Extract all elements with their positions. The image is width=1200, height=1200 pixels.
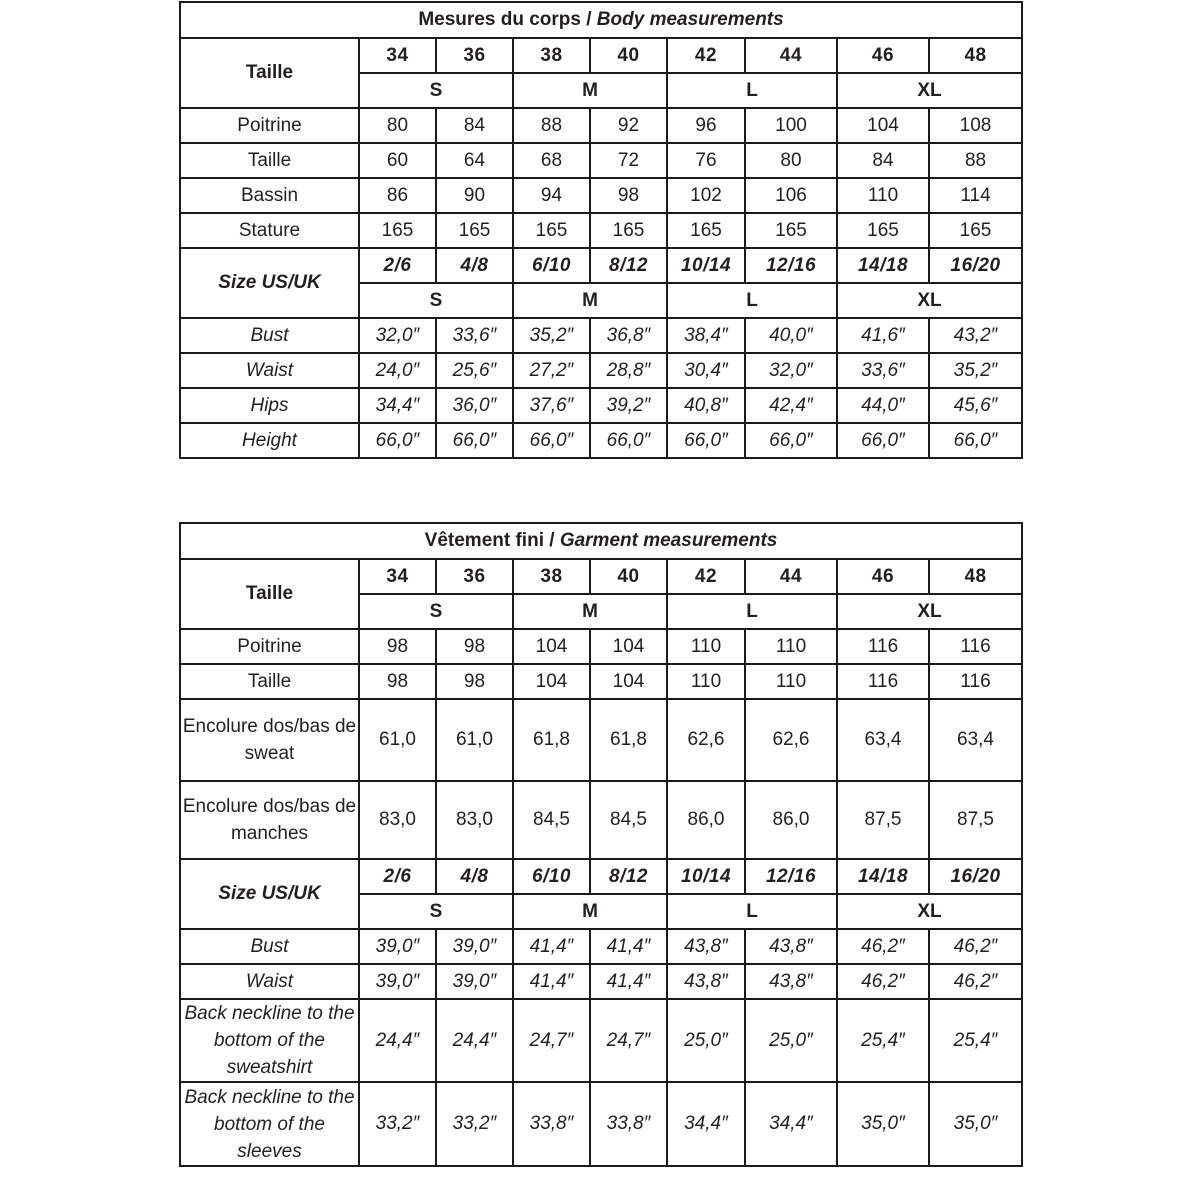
measurement-value: 66,0″ — [590, 423, 667, 458]
measurement-value: 76 — [667, 143, 745, 178]
measurement-value: 104 — [590, 629, 667, 664]
measurement-value: 42,4″ — [745, 388, 837, 423]
size-cell: 40 — [590, 38, 667, 73]
measurement-value: 46,2″ — [929, 929, 1022, 964]
measurement-value: 61,0 — [436, 699, 513, 781]
measurement-value: 39,2″ — [590, 388, 667, 423]
measurement-row — [180, 781, 1022, 859]
measurement-value: 39,0″ — [436, 964, 513, 999]
measurement-row — [180, 929, 1022, 964]
measurement-value: 43,8″ — [745, 929, 837, 964]
size-cell: 36 — [436, 559, 513, 594]
measurement-value: 84 — [837, 143, 929, 178]
size-cell: 34 — [359, 38, 436, 73]
measurement-value: 39,0″ — [359, 964, 436, 999]
row-label: Bust — [180, 929, 359, 964]
measurement-value: 106 — [745, 178, 837, 213]
measurement-value: 110 — [837, 178, 929, 213]
measurement-value: 110 — [667, 629, 745, 664]
eu-size-row — [180, 559, 1022, 594]
measurement-value: 43,8″ — [667, 929, 745, 964]
measurement-value: 66,0″ — [667, 423, 745, 458]
measurement-value: 66,0″ — [436, 423, 513, 458]
title-english: Garment measurements — [559, 530, 778, 551]
measurement-value: 66,0″ — [359, 423, 436, 458]
measurement-value: 62,6 — [667, 699, 745, 781]
title-row — [180, 2, 1022, 38]
measurement-value: 84,5 — [590, 781, 667, 859]
size-letter-cell: S — [359, 283, 513, 318]
row-label: Waist — [180, 353, 359, 388]
measurement-value: 24,0″ — [359, 353, 436, 388]
measurement-value: 33,6″ — [837, 353, 929, 388]
measurement-value: 102 — [667, 178, 745, 213]
size-letter-cell: M — [513, 594, 667, 629]
measurement-value: 34,4″ — [359, 388, 436, 423]
size-cell: 46 — [837, 38, 929, 73]
measurement-value: 165 — [513, 213, 590, 248]
measurement-value: 25,4″ — [837, 999, 929, 1082]
size-cell: 42 — [667, 559, 745, 594]
measurement-value: 36,8″ — [590, 318, 667, 353]
measurement-value: 90 — [436, 178, 513, 213]
measurement-value: 104 — [837, 108, 929, 143]
us-size-row — [180, 859, 1022, 894]
measurement-value: 32,0″ — [359, 318, 436, 353]
measurement-value: 37,6″ — [513, 388, 590, 423]
size-cell: 8/12 — [590, 248, 667, 283]
measurement-value: 66,0″ — [513, 423, 590, 458]
measurement-value: 32,0″ — [745, 353, 837, 388]
measurement-value: 38,4″ — [667, 318, 745, 353]
measurement-row — [180, 699, 1022, 781]
size-cell: 14/18 — [837, 859, 929, 894]
eu-size-row — [180, 38, 1022, 73]
measurement-value: 98 — [590, 178, 667, 213]
measurement-row — [180, 143, 1022, 178]
row-label: Bust — [180, 318, 359, 353]
measurement-value: 165 — [590, 213, 667, 248]
measurement-value: 40,0″ — [745, 318, 837, 353]
measurement-value: 80 — [359, 108, 436, 143]
size-cell: 16/20 — [929, 859, 1022, 894]
row-label: Back neckline to the bottom of the sleeves — [180, 1082, 359, 1166]
measurement-value: 60 — [359, 143, 436, 178]
measurement-value: 116 — [929, 629, 1022, 664]
title-french: Vêtement fini / — [424, 530, 560, 551]
measurement-row — [180, 353, 1022, 388]
row-label: Encolure dos/bas de sweat — [180, 699, 359, 781]
size-cell: 44 — [745, 38, 837, 73]
size-letter-cell: S — [359, 594, 513, 629]
measurement-value: 116 — [837, 629, 929, 664]
us-size-header-label: Size US/UK — [180, 859, 359, 929]
title-english: Body measurements — [596, 9, 784, 30]
size-letter-cell: XL — [837, 73, 1022, 108]
measurement-value: 66,0″ — [929, 423, 1022, 458]
measurement-value: 35,0″ — [837, 1082, 929, 1166]
measurement-value: 86,0 — [667, 781, 745, 859]
measurement-value: 35,2″ — [513, 318, 590, 353]
measurement-value: 104 — [513, 629, 590, 664]
us-size-row — [180, 248, 1022, 283]
measurement-value: 104 — [590, 664, 667, 699]
measurement-value: 41,4″ — [513, 929, 590, 964]
size-cell: 48 — [929, 559, 1022, 594]
measurement-value: 25,6″ — [436, 353, 513, 388]
measurement-value: 36,0″ — [436, 388, 513, 423]
measurement-row — [180, 664, 1022, 699]
row-label: Taille — [180, 664, 359, 699]
measurement-value: 34,4″ — [667, 1082, 745, 1166]
size-cell: 16/20 — [929, 248, 1022, 283]
measurement-value: 41,4″ — [513, 964, 590, 999]
measurement-row — [180, 964, 1022, 999]
measurement-value: 43,8″ — [667, 964, 745, 999]
size-letter-cell: XL — [837, 894, 1022, 929]
measurement-value: 88 — [513, 108, 590, 143]
measurement-row — [180, 423, 1022, 458]
measurement-value: 116 — [929, 664, 1022, 699]
measurement-value: 61,8 — [513, 699, 590, 781]
measurement-value: 100 — [745, 108, 837, 143]
measurement-value: 33,8″ — [590, 1082, 667, 1166]
measurement-value: 33,2″ — [436, 1082, 513, 1166]
measurement-value: 86 — [359, 178, 436, 213]
measurement-value: 46,2″ — [837, 929, 929, 964]
size-letter-cell: XL — [837, 594, 1022, 629]
table-title — [180, 523, 1022, 559]
size-cell: 44 — [745, 559, 837, 594]
measurement-row — [180, 108, 1022, 143]
size-letter-cell: L — [667, 73, 837, 108]
measurement-value: 165 — [667, 213, 745, 248]
measurement-value: 30,4″ — [667, 353, 745, 388]
measurement-row — [180, 1082, 1022, 1166]
title-row — [180, 523, 1022, 559]
garment-measurements-table — [179, 522, 1023, 1167]
size-letter-cell: S — [359, 73, 513, 108]
size-cell: 8/12 — [590, 859, 667, 894]
measurement-value: 116 — [837, 664, 929, 699]
measurement-value: 84,5 — [513, 781, 590, 859]
size-cell: 6/10 — [513, 859, 590, 894]
measurement-value: 84 — [436, 108, 513, 143]
measurement-value: 80 — [745, 143, 837, 178]
size-cell: 12/16 — [745, 859, 837, 894]
measurement-value: 92 — [590, 108, 667, 143]
measurement-value: 94 — [513, 178, 590, 213]
size-letter-cell: M — [513, 894, 667, 929]
size-letter-cell: M — [513, 283, 667, 318]
measurement-value: 87,5 — [929, 781, 1022, 859]
measurement-value: 98 — [359, 664, 436, 699]
measurement-value: 72 — [590, 143, 667, 178]
measurement-value: 88 — [929, 143, 1022, 178]
title-french: Mesures du corps / — [418, 9, 597, 30]
measurement-value: 63,4 — [837, 699, 929, 781]
measurement-value: 24,4″ — [436, 999, 513, 1082]
measurement-value: 68 — [513, 143, 590, 178]
measurement-value: 34,4″ — [745, 1082, 837, 1166]
size-cell: 38 — [513, 38, 590, 73]
size-cell: 46 — [837, 559, 929, 594]
measurement-row — [180, 178, 1022, 213]
size-letter-cell: S — [359, 894, 513, 929]
measurement-row — [180, 388, 1022, 423]
size-cell: 12/16 — [745, 248, 837, 283]
us-size-header-label: Size US/UK — [180, 248, 359, 318]
measurement-value: 43,2″ — [929, 318, 1022, 353]
measurement-value: 83,0 — [359, 781, 436, 859]
measurement-value: 110 — [745, 664, 837, 699]
row-label: Encolure dos/bas de manches — [180, 781, 359, 859]
measurement-value: 110 — [745, 629, 837, 664]
measurement-value: 87,5 — [837, 781, 929, 859]
size-cell: 42 — [667, 38, 745, 73]
row-label: Poitrine — [180, 629, 359, 664]
row-label: Taille — [180, 143, 359, 178]
measurement-value: 61,0 — [359, 699, 436, 781]
measurement-value: 108 — [929, 108, 1022, 143]
measurement-value: 165 — [745, 213, 837, 248]
size-letter-cell: M — [513, 73, 667, 108]
measurement-row — [180, 629, 1022, 664]
body-measurements-table — [179, 1, 1023, 459]
measurement-row — [180, 999, 1022, 1082]
row-label: Waist — [180, 964, 359, 999]
measurement-value: 66,0″ — [745, 423, 837, 458]
measurement-value: 165 — [436, 213, 513, 248]
measurement-value: 66,0″ — [837, 423, 929, 458]
size-cell: 36 — [436, 38, 513, 73]
measurement-value: 41,4″ — [590, 964, 667, 999]
measurement-value: 25,0″ — [745, 999, 837, 1082]
measurement-value: 25,0″ — [667, 999, 745, 1082]
measurement-value: 64 — [436, 143, 513, 178]
measurement-value: 44,0″ — [837, 388, 929, 423]
row-label: Back neckline to the bottom of the sweatshirt — [180, 999, 359, 1082]
measurement-value: 33,6″ — [436, 318, 513, 353]
measurement-value: 24,7″ — [513, 999, 590, 1082]
size-cell: 48 — [929, 38, 1022, 73]
measurement-value: 24,4″ — [359, 999, 436, 1082]
row-label: Hips — [180, 388, 359, 423]
size-cell: 40 — [590, 559, 667, 594]
size-cell: 10/14 — [667, 859, 745, 894]
measurement-value: 39,0″ — [436, 929, 513, 964]
size-letter-cell: L — [667, 283, 837, 318]
measurement-value: 98 — [436, 629, 513, 664]
measurement-value: 33,2″ — [359, 1082, 436, 1166]
measurement-value: 96 — [667, 108, 745, 143]
measurement-value: 63,4 — [929, 699, 1022, 781]
measurement-value: 98 — [436, 664, 513, 699]
measurement-value: 46,2″ — [837, 964, 929, 999]
measurement-value: 83,0 — [436, 781, 513, 859]
measurement-value: 165 — [929, 213, 1022, 248]
measurement-value: 165 — [359, 213, 436, 248]
table-title — [180, 2, 1022, 38]
measurement-value: 46,2″ — [929, 964, 1022, 999]
measurement-value: 62,6 — [745, 699, 837, 781]
measurement-value: 114 — [929, 178, 1022, 213]
measurement-value: 28,8″ — [590, 353, 667, 388]
size-letter-cell: L — [667, 594, 837, 629]
measurement-value: 98 — [359, 629, 436, 664]
measurement-value: 110 — [667, 664, 745, 699]
measurement-value: 45,6″ — [929, 388, 1022, 423]
measurement-value: 40,8″ — [667, 388, 745, 423]
size-cell: 14/18 — [837, 248, 929, 283]
measurement-value: 24,7″ — [590, 999, 667, 1082]
measurement-value: 43,8″ — [745, 964, 837, 999]
measurement-value: 25,4″ — [929, 999, 1022, 1082]
row-label: Stature — [180, 213, 359, 248]
size-letter-cell: XL — [837, 283, 1022, 318]
measurement-value: 35,0″ — [929, 1082, 1022, 1166]
row-label: Poitrine — [180, 108, 359, 143]
size-cell: 2/6 — [359, 248, 436, 283]
size-cell: 4/8 — [436, 859, 513, 894]
measurement-row — [180, 213, 1022, 248]
eu-size-header-label: Taille — [180, 38, 359, 108]
measurement-value: 39,0″ — [359, 929, 436, 964]
eu-size-header-label: Taille — [180, 559, 359, 629]
size-letter-cell: L — [667, 894, 837, 929]
measurement-value: 41,4″ — [590, 929, 667, 964]
measurement-value: 86,0 — [745, 781, 837, 859]
size-cell: 6/10 — [513, 248, 590, 283]
measurement-row — [180, 318, 1022, 353]
measurement-value: 35,2″ — [929, 353, 1022, 388]
row-label: Bassin — [180, 178, 359, 213]
size-cell: 10/14 — [667, 248, 745, 283]
measurement-value: 61,8 — [590, 699, 667, 781]
measurement-value: 33,8″ — [513, 1082, 590, 1166]
size-cell: 4/8 — [436, 248, 513, 283]
size-cell: 34 — [359, 559, 436, 594]
measurement-value: 27,2″ — [513, 353, 590, 388]
measurement-value: 104 — [513, 664, 590, 699]
measurement-value: 41,6″ — [837, 318, 929, 353]
row-label: Height — [180, 423, 359, 458]
size-cell: 38 — [513, 559, 590, 594]
measurement-value: 165 — [837, 213, 929, 248]
size-cell: 2/6 — [359, 859, 436, 894]
